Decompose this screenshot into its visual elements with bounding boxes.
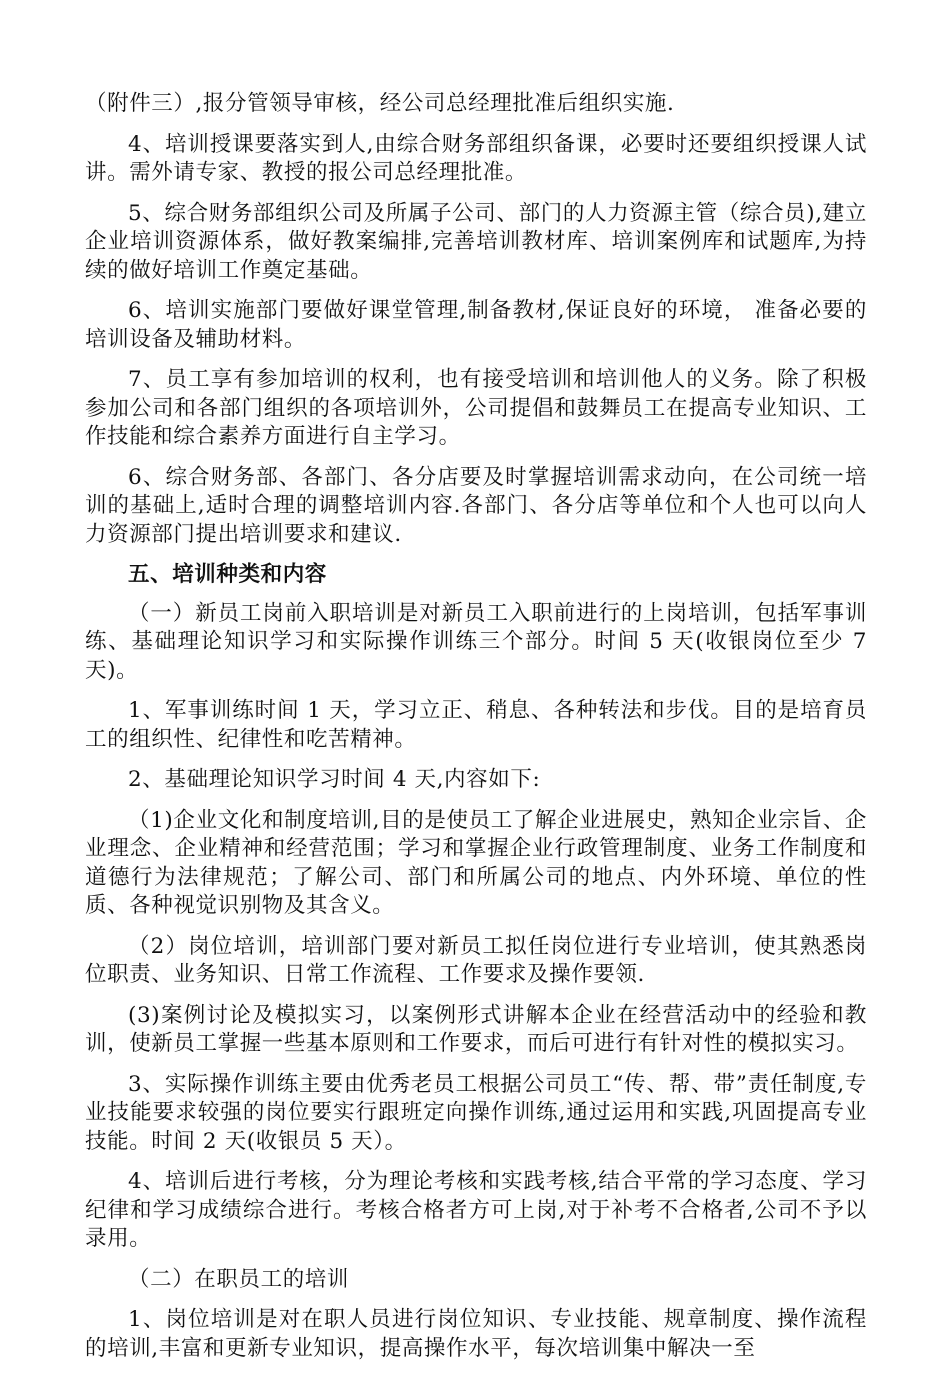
- paragraph-attachment-approval: （附件三）,报分管领导审核，经公司总经理批准后组织实施.: [85, 91, 675, 116]
- section-heading-training-types: 五、培训种类和内容: [128, 562, 327, 587]
- paragraph-military-training: 1、军事训练时间 1 天，学习立正、稍息、各种转法和步伐。目的是培育员工的组织性、纪律性和吃苦精神。: [85, 698, 867, 752]
- paragraph-case-discussion: (3)案例讨论及模拟实习，以案例形式讲解本企业在经营活动中的经验和教训，使新员工掌握一些基本原则和工作要求，而后可进行有针对性的模拟实习。: [85, 1002, 867, 1056]
- paragraph-item-6-demand: 6、综合财务部、各部门、各分店要及时掌握培训需求动向，在公司统一培训的基础上,适时合理的调整培训内容.各部门、各分店等单位和个人也可以向人力资源部门提出培训要求和建议.: [85, 464, 867, 547]
- paragraph-culture-system: （1)企业文化和制度培训,目的是使员工了解企业进展史，熟知企业宗旨、企业理念、企业精神和经营范围；学习和掌握企业行政管理制度、业务工作制度和道德行为法律规范；了解公司、部门和所属公司的地点、内外环境、单位的性质、各种视觉识别物及其含义。: [85, 807, 867, 918]
- paragraph-post-training: （2）岗位培训，培训部门要对新员工拟任岗位进行专业培训，使其熟悉岗位职责、业务知识、日常工作流程、工作要求及操作要领.: [85, 933, 867, 987]
- paragraph-practical-training: 3、实际操作训练主要由优秀老员工根据公司员工“传、帮、带”责任制度,专业技能要求较强的岗位要实行跟班定向操作训练,通过运用和实践,巩固提高专业技能。时间 2 天(收银员 5 天）。: [85, 1071, 867, 1154]
- paragraph-new-employee-training: （一）新员工岗前入职培训是对新员工入职前进行的上岗培训，包括军事训练、基础理论知识学习和实际操作训练三个部分。时间 5 天(收银岗位至少 7 天)。: [85, 600, 867, 683]
- paragraph-item-4-lecture: 4、培训授课要落实到人,由综合财务部组织备课，必要时还要组织授课人试讲。需外请专家、教授的报公司总经理批准。: [85, 131, 867, 185]
- paragraph-in-service-post-training: 1、岗位培训是对在职人员进行岗位知识、专业技能、规章制度、操作流程的培训,丰富和更新专业知识，提高操作水平，每次培训集中解决一至: [85, 1307, 867, 1361]
- paragraph-theory-study: 2、基础理论知识学习时间 4 天,内容如下:: [128, 767, 541, 792]
- paragraph-item-5-resources: 5、综合财务部组织公司及所属子公司、部门的人力资源主管（综合员),建立企业培训资源体系，做好教案编排,完善培训教材库、培训案例库和试题库,为持续的做好培训工作奠定基础。: [85, 200, 867, 283]
- document-page: [85, 90, 867, 1375]
- paragraph-item-7-rights: 7、员工享有参加培训的权利，也有接受培训和培训他人的义务。除了积极参加公司和各部门组织的各项培训外，公司提倡和鼓舞员工在提高专业知识、工作技能和综合素养方面进行自主学习。: [85, 367, 867, 449]
- paragraph-item-6-classroom: 6、培训实施部门要做好课堂管理,制备教材,保证良好的环境， 准备必要的培训设备及辅助材料。: [85, 298, 867, 352]
- paragraph-assessment: 4、培训后进行考核，分为理论考核和实践考核,结合平常的学习态度、学习纪律和学习成绩综合进行。考核合格者方可上岗,对于补考不合格者,公司不予以录用。: [85, 1169, 867, 1251]
- subheading-in-service-training: （二）在职员工的培训: [128, 1266, 350, 1292]
